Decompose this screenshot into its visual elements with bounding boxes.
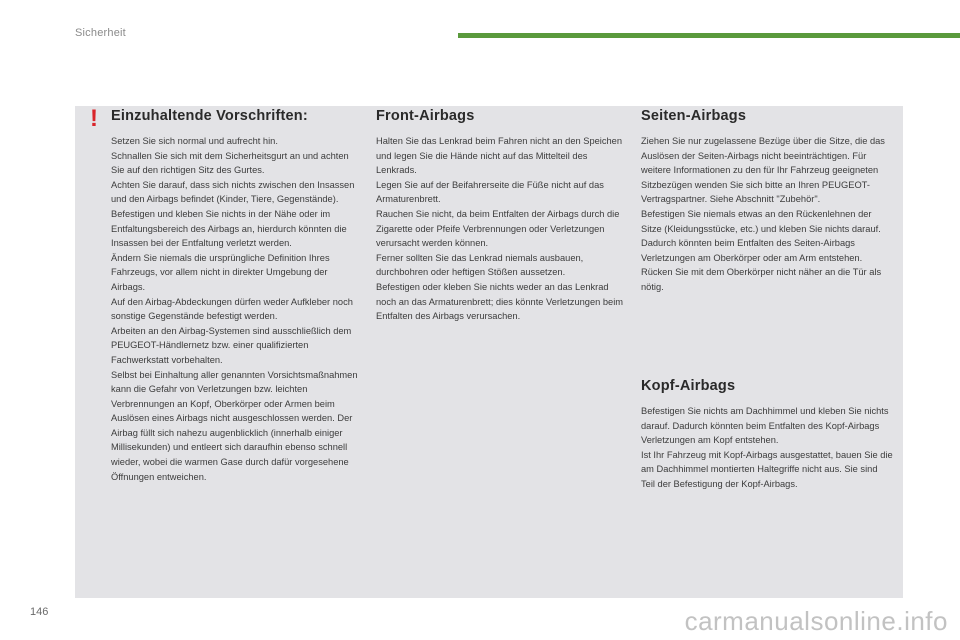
column-head-airbags <box>641 378 893 492</box>
column-front-airbags <box>376 108 628 324</box>
side-airbags-text: Ziehen Sie nur zugelassene Bezüge über die Sitze, die das Auslösen der Seiten-Airbags nicht beeinträchtigen. Für weitere Informationen zu den für Ihr Fahrzeug geeigneten Sitzbezügen wenden Sie sich bitte an Ihren PEUGEOT-Vertragspartner. Siehe Abschnitt "Zubehör". Befestigen Sie niemals etwas an den Rückenlehnen der Sitze (Kleidungsstücke, etc.) und kleben Sie nichts darauf. Dadurch könnten beim Entfalten des Seiten-Airbags Verletzungen am Oberkörper oder am Arm entstehen. Rücken Sie mit dem Oberkörper nicht näher an die Tür als nötig. <box>641 136 885 292</box>
head-airbags-heading: Kopf-Airbags <box>641 378 736 394</box>
column-regulations <box>111 108 363 484</box>
section-title: Sicherheit <box>75 27 126 39</box>
exclamation-mark-icon: ! <box>90 105 98 132</box>
regulations-heading: Einzuhaltende Vorschriften: <box>111 108 308 124</box>
front-airbags-heading: Front-Airbags <box>376 108 475 124</box>
head-airbags-text: Befestigen Sie nichts am Dachhimmel und kleben Sie nichts darauf. Dadurch könnten beim Entfalten des Kopf-Airbags Verletzungen am Kopf entstehen. Ist Ihr Fahrzeug mit Kopf-Airbags ausgestattet, bauen Sie die am Dachhimmel montierten Haltegriffe nicht aus. Sie sind Teil der Befestigung der Kopf-Airbags. <box>641 406 893 489</box>
column-side-airbags <box>641 108 893 295</box>
watermark: carmanualsonline.info <box>684 606 948 636</box>
side-airbags-heading: Seiten-Airbags <box>641 108 747 124</box>
front-airbags-text: Halten Sie das Lenkrad beim Fahren nicht an den Speichen und legen Sie die Hände nicht auf das Mittelteil des Lenkrads. Legen Sie auf der Beifahrerseite die Füße nicht auf das Armaturenbrett. Rauchen Sie nicht, da beim Entfalten der Airbags durch die Zigarette oder Pfeife Verbrennungen oder Verletzungen verursacht werden können. Ferner sollten Sie das Lenkrad niemals ausbauen, durchbohren oder heftigen Stößen aussetzen. Befestigen oder kleben Sie nichts weder an das Lenkrad noch an das Armaturenbrett; dies könnte Verletzungen beim Entfalten des Airbags verursachen. <box>376 136 624 322</box>
section-divider <box>458 33 960 38</box>
regulations-text: Setzen Sie sich normal und aufrecht hin. Schnallen Sie sich mit dem Sicherheitsgurt an und achten Sie auf den richtigen Sitz des Gurtes. Achten Sie darauf, dass sich nichts zwischen den Insassen und den Airbags befindet (Kinder, Tiere, Gegenstände). Befestigen und kleben Sie nichts in der Nähe oder im Entfaltungsbereich des Airbags an, hierdurch könnten die Insassen bei der Entfaltung verletzt werden. Ändern Sie niemals die ursprüngliche Definition Ihres Fahrzeugs, vor allem nicht in direkter Umgebung der Airbags. Auf den Airbag-Abdeckungen dürfen weder Aufkleber noch sonstige Gegenstände befestigt werden. Arbeiten an den Airbag-Systemen sind ausschließlich dem PEUGEOT-Händlernetz bzw. einer qualifizierten Fachwerkstatt vorbehalten. Selbst bei Einhaltung aller genannten Vorsichtsmaßnahmen kann die Gefahr von Verletzungen bzw. leichten Verbrennungen an Kopf, Oberkörper oder Armen beim Auslösen eines Airbags nicht ausgeschlossen werden. Der Airbag füllt sich nahezu augenblicklich (innerhalb einiger Millisekunden) und entleert sich daraufhin ebenso schnell wieder, wobei die warmen Gase durch dafür vorgesehene Öffnungen entweichen. <box>111 136 358 482</box>
page-number: 146 <box>30 606 49 618</box>
